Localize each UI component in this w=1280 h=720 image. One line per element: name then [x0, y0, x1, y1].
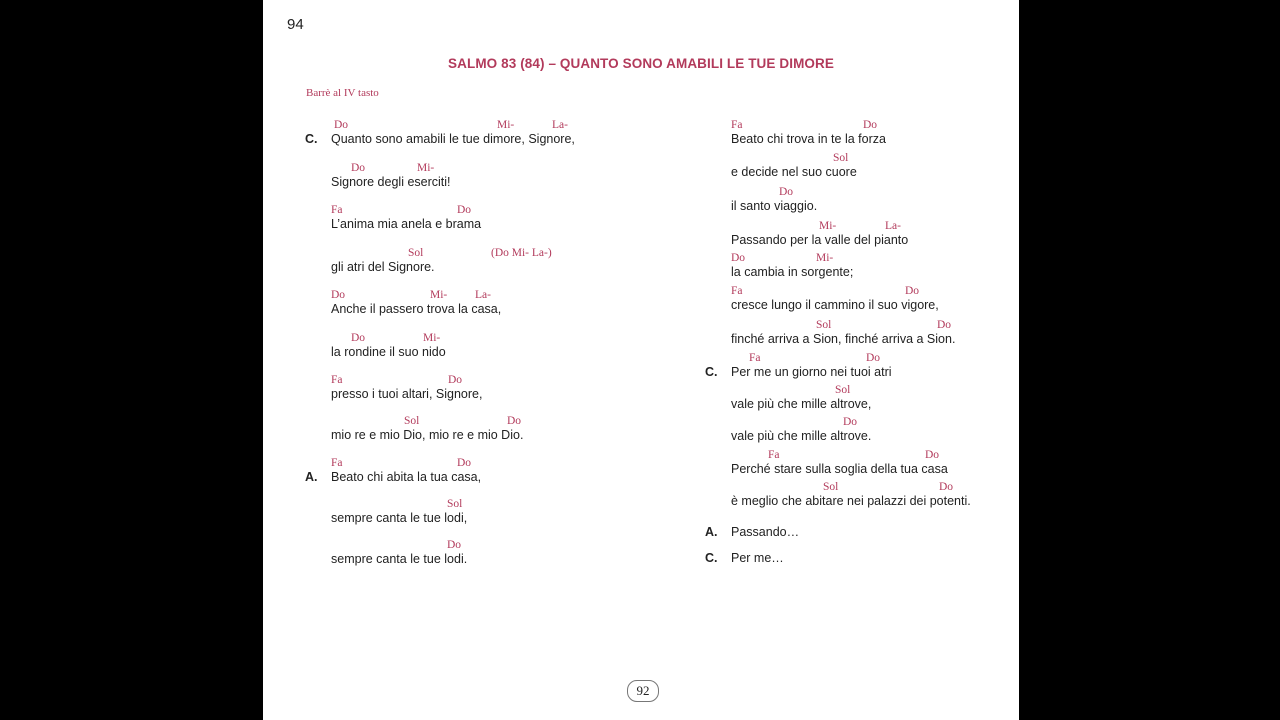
- lyric-line: Passando per la valle del pianto: [731, 233, 909, 247]
- chord: Do: [939, 481, 954, 493]
- lyric-line: Signore degli eserciti!: [331, 175, 451, 189]
- lyric-line: Quanto sono amabili le tue dimore, Signore,: [331, 132, 575, 146]
- chord: Do: [448, 374, 463, 386]
- barre-note: Barrè al IV tasto: [306, 87, 379, 99]
- chord: Do: [457, 457, 472, 469]
- lyric-line: L’anima mia anela e brama: [331, 217, 482, 231]
- chord: Do: [779, 186, 794, 198]
- chord: Fa: [331, 204, 343, 216]
- chord: Mi-: [816, 252, 834, 264]
- chord: Do: [937, 319, 952, 331]
- lyric-line: il santo viaggio.: [731, 199, 818, 213]
- chord: Do: [866, 352, 881, 364]
- lyric-line: e decide nel suo cuore: [731, 165, 857, 179]
- lyric-line: Beato chi trova in te la forza: [731, 132, 886, 146]
- chord: (Do Mi- La-): [491, 247, 552, 259]
- lyric-line: mio re e mio Dio, mio re e mio Dio.: [331, 428, 524, 442]
- chord: Do: [905, 285, 920, 297]
- chord: Sol: [404, 415, 420, 427]
- lyric-line: Per me un giorno nei tuoi atri: [731, 365, 892, 379]
- lyric-line: sempre canta le tue lodi.: [331, 552, 468, 566]
- chord: Do: [731, 252, 746, 264]
- chord: Do: [447, 539, 462, 551]
- chord: Do: [351, 162, 366, 174]
- section-marker: A.: [305, 470, 318, 484]
- chord: La-: [885, 220, 901, 232]
- lyric-line: Beato chi abita la tua casa,: [331, 470, 482, 484]
- lyric-line: la rondine il suo nido: [331, 345, 446, 359]
- section-marker: C.: [705, 551, 718, 565]
- chord: Fa: [331, 374, 343, 386]
- chord: Fa: [731, 285, 743, 297]
- chord: Fa: [768, 449, 780, 461]
- song-title: SALMO 83 (84) – QUANTO SONO AMABILI LE TUE DIMORE: [448, 56, 834, 71]
- chord: Do: [925, 449, 940, 461]
- chord: Mi-: [417, 162, 435, 174]
- chord: Sol: [833, 152, 849, 164]
- section-marker: C.: [705, 365, 718, 379]
- lyric-line: Per me…: [731, 551, 784, 565]
- chord: Mi-: [497, 119, 515, 131]
- chord: Do: [331, 289, 346, 301]
- chord: Sol: [835, 384, 851, 396]
- lyric-line: la cambia in sorgente;: [731, 265, 854, 279]
- chord: Mi-: [430, 289, 448, 301]
- chord: Do: [843, 416, 858, 428]
- chord: Sol: [823, 481, 839, 493]
- chord: Mi-: [819, 220, 837, 232]
- chord: Fa: [749, 352, 761, 364]
- chord: Sol: [447, 498, 463, 510]
- top-page-number: 94: [287, 16, 304, 33]
- lyric-line: vale più che mille altrove.: [731, 429, 872, 443]
- lyric-line: è meglio che abitare nei palazzi dei potenti.: [731, 494, 971, 508]
- chord: La-: [552, 119, 568, 131]
- lyric-line: cresce lungo il cammino il suo vigore,: [731, 298, 939, 312]
- songbook-page: [263, 0, 1019, 720]
- lyric-line: sempre canta le tue lodi,: [331, 511, 468, 525]
- lyric-line: presso i tuoi altari, Signore,: [331, 387, 483, 401]
- lyric-line: Anche il passero trova la casa,: [331, 302, 502, 316]
- chord: Fa: [331, 457, 343, 469]
- chord: Do: [507, 415, 522, 427]
- lyric-line: gli atri del Signore.: [331, 260, 435, 274]
- chord: Do: [351, 332, 366, 344]
- chord: Mi-: [423, 332, 441, 344]
- lyric-line: vale più che mille altrove,: [731, 397, 872, 411]
- chord: Do: [457, 204, 472, 216]
- lyric-line: Passando…: [731, 525, 800, 539]
- chord: Sol: [408, 247, 424, 259]
- chord: Do: [863, 119, 878, 131]
- section-marker: C.: [305, 132, 318, 146]
- section-marker: A.: [705, 525, 718, 539]
- lyric-line: Perché stare sulla soglia della tua casa: [731, 462, 948, 476]
- bottom-page-number: 92: [627, 680, 659, 702]
- chord: Fa: [731, 119, 743, 131]
- chord: La-: [475, 289, 491, 301]
- chord: Sol: [816, 319, 832, 331]
- lyric-line: finché arriva a Sion, finché arriva a Sion.: [731, 332, 956, 346]
- chord: Do: [334, 119, 349, 131]
